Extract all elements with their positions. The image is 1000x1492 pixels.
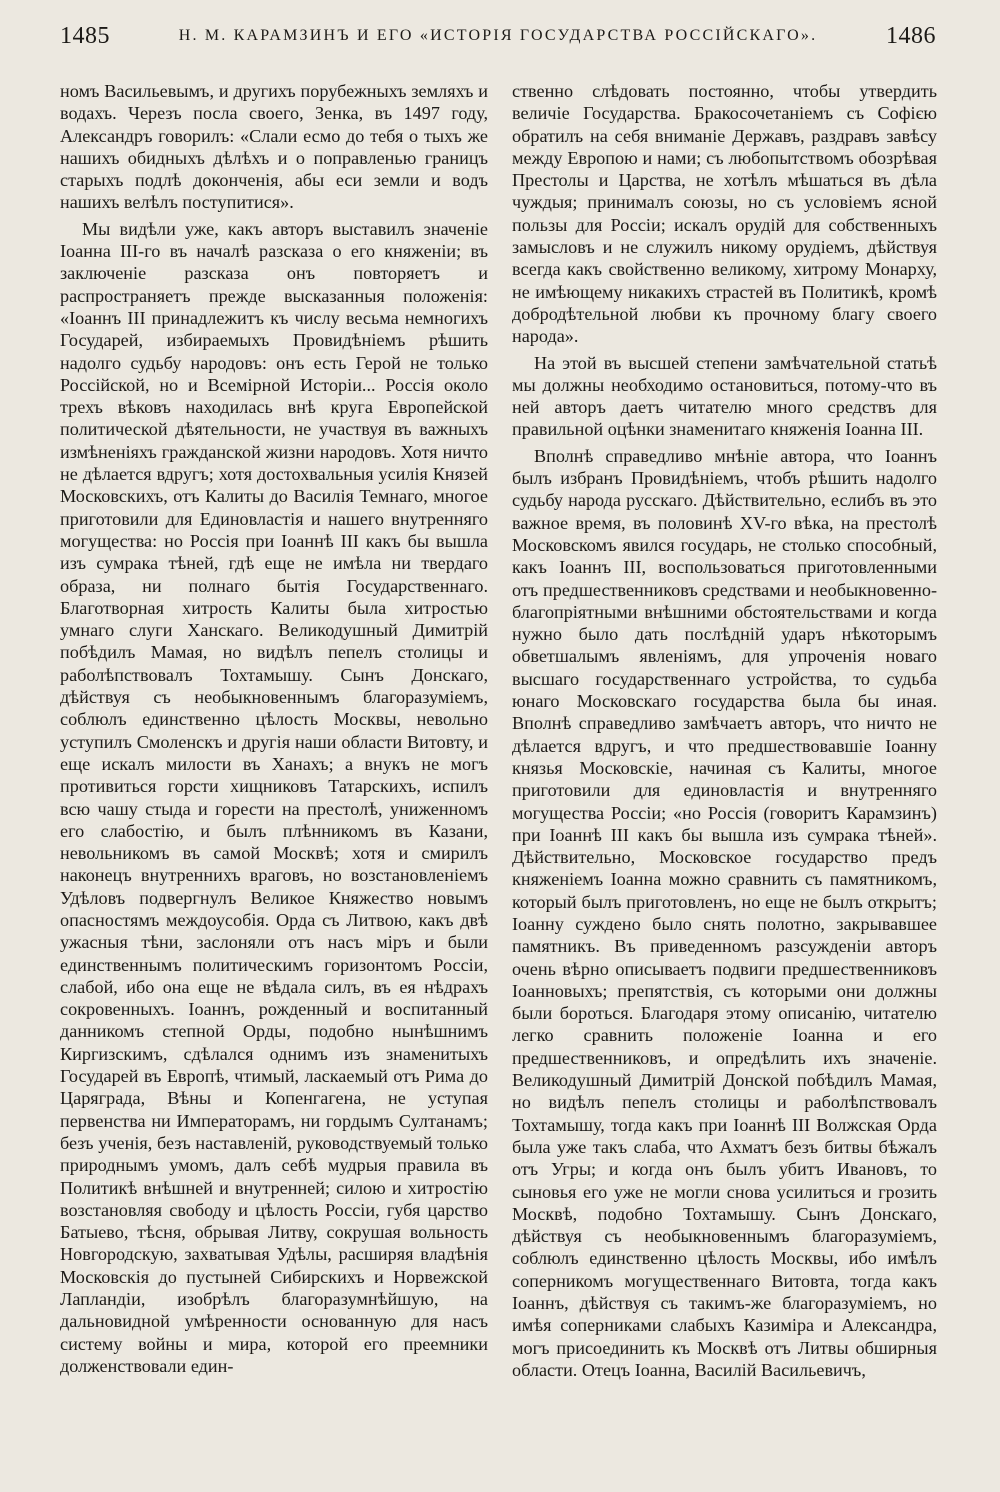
page-header xyxy=(60,16,936,56)
running-title: Н. М. КАРАМЗИНЪ И ЕГО «ИСТОРІЯ ГОСУДАРСТВА РОССІЙСКАГО». xyxy=(178,27,818,44)
left-column xyxy=(60,80,488,1452)
right-paragraph-1: ственно слѣдовать постоянно, чтобы утвердить величіе Государства. Бракосочетаніемъ съ Софією обратилъ на себя вниманіе Державъ, раздравъ завѣсу между Европою и нами; съ любопытствомъ обозрѣвая Престолы и Царства, не хотѣлъ мѣшаться въ дѣла чуждыя; принималъ союзы, но съ условіемъ ясной пользы для Россіи; искалъ орудій для собственныхъ замысловъ и не служилъ никому орудіемъ, дѣйствуя всегда какъ свойственно великому, хитрому Монарху, не имѣющему никакихъ страстей въ Политикѣ, кромѣ добродѣтельной любви къ прочному благу своего народа». xyxy=(512,81,937,347)
page-number-right: 1486 xyxy=(886,22,936,49)
right-paragraph-3: Вполнѣ справедливо мнѣніе автора, что Іоаннъ былъ избранъ Провидѣніемъ, чтобъ рѣшить надолго судьбу народа русскаго. Дѣйствительно, еслибъ въ это важное время, въ половинѣ XV-го вѣка, на престолѣ Московскомъ явился государь, не столько способный, какъ Іоаннъ III, воспользоваться приготовленными отъ предшественниковъ средствами и необыкновенно-благопріятными внѣшними обстоятельствами и когда нужно было дать послѣдній ударъ нѣкоторымъ обветшалымъ явленіямъ, для упроченія новаго высшаго государственнаго устройства, то судьба юнаго Московскаго государства была бы иная. Вполнѣ справедливо замѣчаетъ авторъ, что ничто не дѣлается вдругъ, и что предшествовавшіе Іоанну князья Московскіе, начиная съ Калиты, многое приготовили для единовластія и внутренняго могущества Россіи; «но Россія (говоритъ Карамзинъ) при Іоаннѣ III какъ бы вышла изъ сумрака тѣней». Дѣйствительно, Московское государство предъ княженіемъ Іоанна можно сравнить съ памятникомъ, который былъ приготовленъ, но еще не былъ открытъ; Іоанну суждено было снять полотно, закрывавшее памятникъ. Въ приведенномъ разсужденіи авторъ очень вѣрно описываетъ подвиги предшественниковъ Іоанновыхъ; препятствія, съ которыми они должны были бороться. Благодаря этому описанію, читателю легко сравнить положеніе Іоанна и его предшественниковъ, и опредѣлить ихъ значеніе. Великодушный Димитрій Донской побѣдилъ Мамая, но видѣлъ пепелъ столицы и раболѣпствовалъ Тохтамышу, тогда какъ при Іоаннѣ III Волжская Орда была уже такъ слаба, что Ахматъ безъ битвы бѣжалъ отъ Угры; и когда онъ былъ убитъ Ивановъ, то сыновья его уже не могли снова усилиться и грозить Москвѣ, подобно Тохтамышу. Сынъ Донскаго, дѣйствуя съ необыкновеннымъ благоразуміемъ, соблюлъ единственно цѣлость Москвы, ибо имѣлъ соперникомъ могущественнаго Витовта, тогда какъ Іоаннъ, дѣйствуя съ такимъ-же благоразуміемъ, но имѣя соперниками слабыхъ Казиміра и Александра, могъ присоединить къ Москвѣ отъ Литвы обширныя области. Отецъ Іоанна, Василій Васильевичъ, xyxy=(512,445,937,1380)
right-column xyxy=(512,80,937,1452)
left-paragraph-1: номъ Васильевымъ, и другихъ порубежныхъ земляхъ и водахъ. Черезъ посла своего, Зенка, въ 1497 году, Александръ говорилъ: «Слали есмо до тебя о тыхъ же нашихъ обидныхъ дѣлѣхъ и о поправленью границъ старыхъ подлѣ доконченія, абы еси земли и водъ нашихъ велѣлъ поступитися». xyxy=(60,81,488,213)
page-number-left: 1485 xyxy=(60,22,110,49)
left-paragraph-2: Мы видѣли уже, какъ авторъ выставилъ значеніе Іоанна III-го въ началѣ разсказа о его княженіи; въ заключеніе разсказа онъ повторяетъ и распространяетъ прежде высказанныя положенія: «Іоаннъ III принадлежитъ къ числу весьма немногихъ Государей, избираемыхъ Провидѣніемъ рѣшить надолго судьбу народовъ: онъ есть Герой не только Россійской, но и Всемірной Исторіи... Россія около трехъ вѣковъ находилась внѣ круга Европейской политической дѣятельности, не участвуя въ важныхъ измѣненіяхъ гражданской жизни народовъ. Хотя ничто не дѣлается вдругъ; хотя достохвальныя усилія Князей Московскихъ, отъ Калиты до Василія Темнаго, многое приготовили для Единовластія и нашего внутренняго могущества: но Россія при Іоаннѣ III какъ бы вышла изъ сумрака тѣней, гдѣ еще не имѣла ни твердаго образа, ни полнаго бытія Государственнаго. Благотворная хитрость Калиты была хитростью умнаго слуги Ханскаго. Великодушный Димитрій побѣдилъ Мамая, но видѣлъ пепелъ столицы и раболѣпствовалъ Тохтамышу. Сынъ Донскаго, дѣйствуя съ необыкновеннымъ благоразуміемъ, соблюлъ единственно цѣлость Москвы, невольно уступилъ Смоленскъ и другія наши области Витовту, и еще искалъ милости въ Ханахъ; а внукъ не могъ противиться горсти хищниковъ Татарскихъ, испилъ всю чашу стыда и горести на престолѣ, униженномъ его слабостію, и былъ плѣнникомъ въ Казани, невольникомъ въ самой Москвѣ; хотя и смирилъ наконецъ внутреннихъ враговъ, но возстановленіемъ Удѣловъ подвергнулъ Великое Княжество новымъ опасностямъ междоусобія. Орда съ Литвою, какъ двѣ ужасныя тѣни, заслоняли отъ насъ міръ и были единственнымъ политическимъ горизонтомъ Россіи, слабой, ибо она еще не вѣдала силъ, въ ея нѣдрахъ сокровенныхъ. Іоаннъ, рожденный и воспитанный данникомъ степной Орды, подобно нынѣшнимъ Киргизскимъ, сдѣлался однимъ изъ знаменитыхъ Государей въ Европѣ, чтимый, ласкаемый отъ Рима до Царяграда, Вѣны и Копенгагена, не уступая первенства ни Императорамъ, ни гордымъ Султанамъ; безъ ученія, безъ наставленій, руководствуемый только природнымъ умомъ, далъ себѣ мудрыя правила въ Политикѣ внѣшней и внутренней; силою и хитростію возстановляя свободу и цѣлость Россіи, губя царство Батыево, тѣсня, обрывая Литву, сокрушая вольность Новгородскую, захватывая Удѣлы, расширяя владѣнія Московскія до пустыней Сибирскихъ и Норвежской Лапландіи, изобрѣлъ благоразумнѣйшую, на дальновидной умѣренности основанную для насъ систему войны и мира, которой его преемники долженствовали един- xyxy=(60,218,488,1376)
right-paragraph-2: На этой въ высшей степени замѣчательной статьѣ мы должны необходимо остановиться, потому-что въ ней авторъ даетъ читателю много средствъ для правильной оцѣнки знаменитаго княженія Іоанна III. xyxy=(512,352,937,440)
column-gutter xyxy=(499,84,500,1444)
